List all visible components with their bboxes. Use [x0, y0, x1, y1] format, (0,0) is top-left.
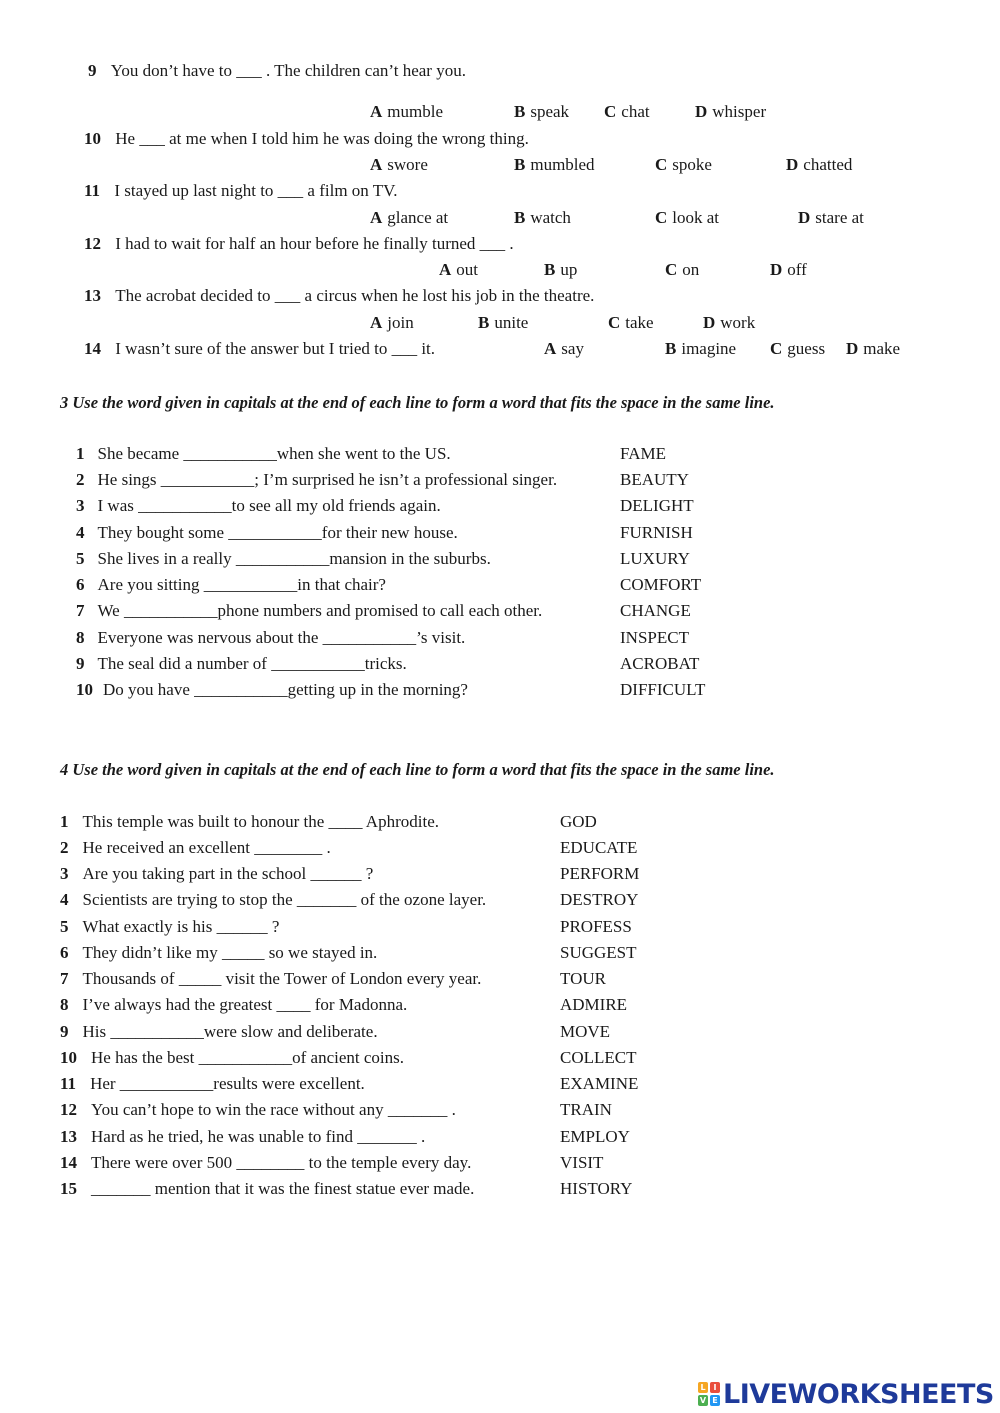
- list-item: 9 The seal did a number of ___________tricks.: [76, 654, 407, 673]
- option-b[interactable]: B watch: [514, 208, 571, 227]
- question-number: 13: [84, 286, 101, 305]
- word-capitals: DELIGHT: [620, 496, 694, 515]
- word-capitals: EXAMINE: [560, 1074, 639, 1093]
- option-d[interactable]: D stare at: [798, 208, 864, 227]
- question-10: [84, 129, 529, 149]
- option-d[interactable]: D make: [846, 339, 901, 358]
- question-text: He ___ at me when I told him he was doing the wrong thing.: [115, 129, 529, 148]
- word-capitals: TRAIN: [560, 1100, 612, 1119]
- option-d[interactable]: D whisper: [695, 102, 767, 121]
- option-a[interactable]: A glance at: [370, 208, 449, 227]
- list-item: 3 I was ___________to see all my old friends again.: [76, 496, 441, 515]
- list-item: 10 Do you have ___________getting up in the morning?: [76, 680, 468, 699]
- question-text: I stayed up last night to ___ a film on TV.: [114, 181, 398, 200]
- word-capitals: COMFORT: [620, 575, 702, 594]
- list-item: 13 Hard as he tried, he was unable to find _______ .: [60, 1127, 426, 1146]
- option-c[interactable]: C chat: [604, 102, 650, 121]
- list-item: 4 Scientists are trying to stop the _______ of the ozone layer.: [60, 890, 487, 909]
- option-a[interactable]: A swore: [370, 155, 428, 174]
- word-capitals: PERFORM: [560, 864, 640, 883]
- list-item: 7 Thousands of _____ visit the Tower of London every year.: [60, 969, 482, 988]
- list-item: 6 Are you sitting ___________in that chair?: [76, 575, 386, 594]
- question-number: 10: [84, 129, 101, 148]
- option-b[interactable]: B up: [544, 260, 578, 279]
- question-number: 11: [84, 181, 101, 200]
- option-b[interactable]: B mumbled: [514, 155, 595, 174]
- question-text: I wasn’t sure of the answer but I tried to ___ it.: [115, 339, 436, 358]
- option-d[interactable]: D work: [703, 313, 756, 332]
- question-number: 9: [88, 61, 97, 80]
- option-b[interactable]: B speak: [514, 102, 570, 121]
- question-number: 12: [84, 234, 101, 253]
- list-item: 7 We ___________phone numbers and promised to call each other.: [76, 601, 543, 620]
- list-item: 5 She lives in a really ___________mansion in the suburbs.: [76, 549, 491, 568]
- option-d[interactable]: D off: [770, 260, 807, 279]
- liveworksheets-logo[interactable]: [698, 1378, 994, 1410]
- question-text: I had to wait for half an hour before he finally turned ___ .: [115, 234, 514, 253]
- list-item: 14 There were over 500 ________ to the temple every day.: [60, 1153, 472, 1172]
- list-item: 15 _______ mention that it was the finest statue ever made.: [60, 1179, 475, 1198]
- word-capitals: GOD: [560, 812, 597, 831]
- word-capitals: INSPECT: [620, 628, 689, 647]
- option-a[interactable]: A out: [439, 260, 479, 279]
- list-item: 1 She became ___________when she went to the US.: [76, 444, 451, 463]
- liveworksheets-logo-icon: L I V E: [698, 1382, 720, 1406]
- word-capitals: FURNISH: [620, 523, 693, 542]
- option-d[interactable]: D chatted: [786, 155, 853, 174]
- word-capitals: DIFFICULT: [620, 680, 706, 699]
- option-a[interactable]: A mumble: [370, 102, 443, 121]
- question-13: [84, 286, 594, 306]
- section-4-instruction: 4 Use the word given in capitals at the end of each line to form a word that fits the space in the same line.: [60, 760, 775, 779]
- word-capitals: ACROBAT: [620, 654, 700, 673]
- question-number: 14: [84, 339, 101, 358]
- word-capitals: COLLECT: [560, 1048, 637, 1067]
- word-capitals: FAME: [620, 444, 666, 463]
- logo-text: LIVEWORKSHEETS: [723, 1378, 994, 1410]
- question-11: [84, 181, 397, 201]
- list-item: 2 He sings ___________; I’m surprised he isn’t a professional singer.: [76, 470, 558, 489]
- option-c[interactable]: C take: [608, 313, 654, 332]
- word-capitals: ADMIRE: [560, 995, 628, 1014]
- list-item: 2 He received an excellent ________ .: [60, 838, 331, 857]
- question-9: [88, 61, 466, 81]
- word-capitals: EDUCATE: [560, 838, 638, 857]
- word-capitals: MOVE: [560, 1022, 611, 1041]
- option-a[interactable]: A say: [544, 339, 584, 358]
- option-b[interactable]: B imagine: [665, 339, 737, 358]
- list-item: 11 Her ___________results were excellent.: [60, 1074, 365, 1093]
- word-capitals: CHANGE: [620, 601, 691, 620]
- option-a[interactable]: A join: [370, 313, 414, 332]
- list-item: 12 You can’t hope to win the race without any _______ .: [60, 1100, 456, 1119]
- list-item: 5 What exactly is his ______ ?: [60, 917, 280, 936]
- question-14: [84, 339, 435, 359]
- question-text: You don’t have to ___ . The children can’t hear you.: [110, 61, 466, 80]
- question-text: The acrobat decided to ___ a circus when he lost his job in the theatre.: [115, 286, 595, 305]
- word-capitals: LUXURY: [620, 549, 690, 568]
- word-capitals: EMPLOY: [560, 1127, 630, 1146]
- option-c[interactable]: C guess: [770, 339, 826, 358]
- list-item: 4 They bought some ___________for their new house.: [76, 523, 458, 542]
- question-12: [84, 234, 514, 254]
- list-item: 10 He has the best ___________of ancient coins.: [60, 1048, 405, 1067]
- option-c[interactable]: C spoke: [655, 155, 712, 174]
- word-capitals: SUGGEST: [560, 943, 637, 962]
- word-capitals: BEAUTY: [620, 470, 689, 489]
- word-capitals: DESTROY: [560, 890, 639, 909]
- option-b[interactable]: B unite: [478, 313, 529, 332]
- section-3-instruction: 3 Use the word given in capitals at the end of each line to form a word that fits the space in the same line.: [60, 393, 775, 412]
- list-item: 3 Are you taking part in the school ______ ?: [60, 864, 374, 883]
- list-item: 8 Everyone was nervous about the ___________’s visit.: [76, 628, 466, 647]
- option-c[interactable]: C look at: [655, 208, 720, 227]
- list-item: 8 I’ve always had the greatest ____ for Madonna.: [60, 995, 408, 1014]
- list-item: 9 His ___________were slow and deliberate.: [60, 1022, 378, 1041]
- list-item: 1 This temple was built to honour the ____ Aphrodite.: [60, 812, 439, 831]
- option-c[interactable]: C on: [665, 260, 700, 279]
- list-item: 6 They didn’t like my _____ so we stayed in.: [60, 943, 378, 962]
- word-capitals: HISTORY: [560, 1179, 633, 1198]
- word-capitals: PROFESS: [560, 917, 632, 936]
- word-capitals: VISIT: [560, 1153, 604, 1172]
- word-capitals: TOUR: [560, 969, 606, 988]
